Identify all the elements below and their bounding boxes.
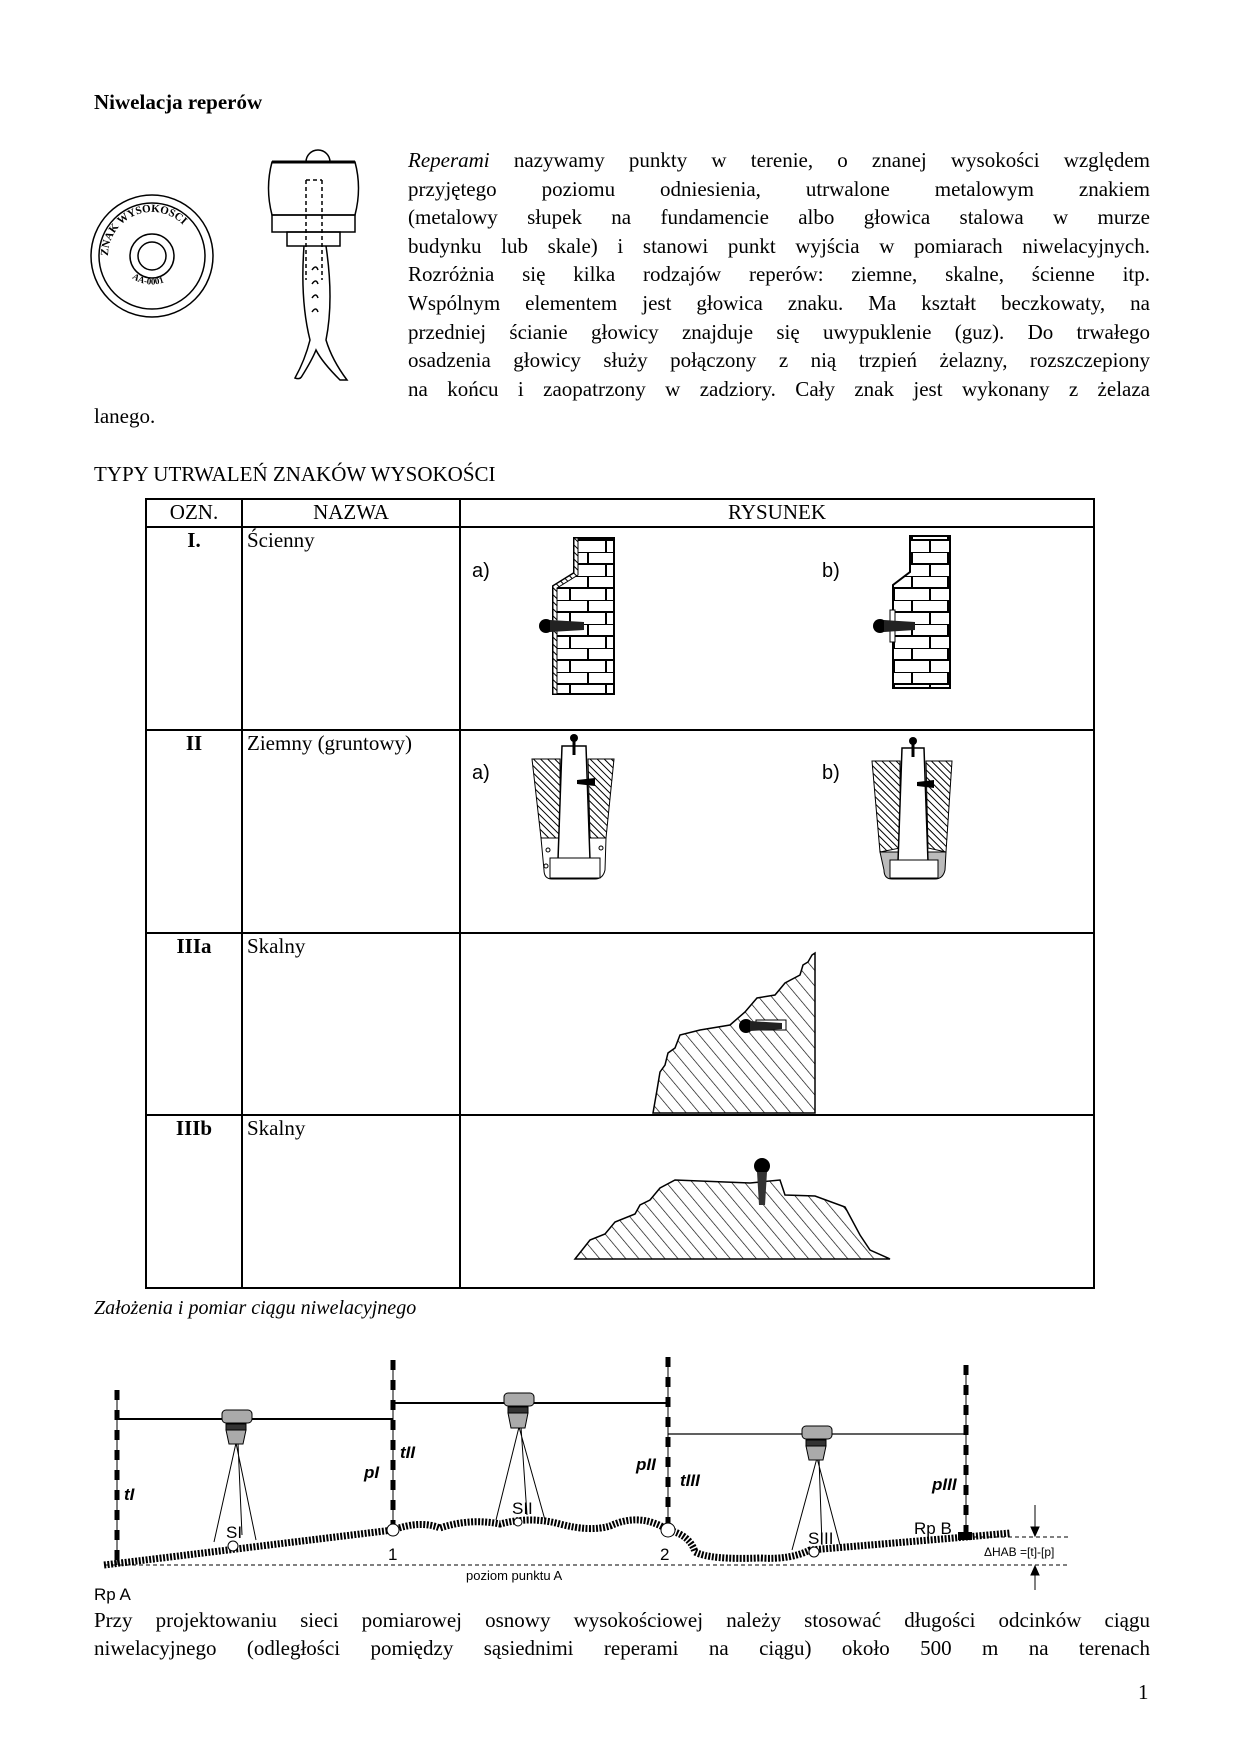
table-row (146, 933, 1094, 1115)
point-label: 1 (388, 1545, 398, 1564)
staff-reading-label: pIII (932, 1475, 957, 1494)
intro-line: przyjętego poziomu odniesienia, utrwalone metalowym znakiem (408, 176, 1150, 201)
header-rysunek: RYSUNEK (460, 499, 1094, 527)
ground-benchmark-b-drawing (868, 732, 960, 884)
stamp-text: ZNAK WYSOKOŚCI (98, 202, 190, 257)
cell-ozn: IIIb (146, 1115, 242, 1288)
stamp-code: AA-0001 (130, 271, 165, 287)
station-label: SIII (808, 1529, 834, 1548)
staff-reading-label: tIII (680, 1471, 700, 1490)
benchmark-label: Rp B (914, 1519, 952, 1538)
intro-line: przedniej ścianie głowicy znajduje się uwypuklenie (guz). Do trwałego (408, 319, 1150, 344)
variant-label-a: a) (472, 762, 490, 784)
cell-nazwa: Skalny (242, 933, 460, 1115)
intro-line: osadzenia głowicy służy połączony z nią trzpień żelazny, rozszczepiony (408, 348, 1150, 373)
station-label: SII (512, 1499, 533, 1518)
cell-ozn: I. (146, 527, 242, 730)
staff-reading-label: pI (364, 1463, 380, 1482)
svg-text:AA-0001 (131, 271, 166, 286)
table-title: TYPY UTRWALEŃ ZNAKÓW WYSOKOŚCI (94, 462, 496, 486)
intro-line: na końcu i zaopatrzony w zadziory. Cały znak jest wykonany z żelaza (408, 376, 1150, 401)
intro-line (408, 146, 1150, 175)
staff-reading-label: tI (124, 1485, 135, 1504)
wall-benchmark-a-drawing (535, 535, 620, 700)
height-mark-stamp-icon (88, 192, 216, 320)
rock-benchmark-wall-drawing (640, 948, 820, 1116)
cell-ozn: IIIa (146, 933, 242, 1115)
intro-paragraph (408, 146, 1150, 403)
svg-text:ZNAK WYSOKOŚCI (99, 203, 189, 256)
table-header-row (146, 499, 1094, 527)
intro-line: (metalowy słupek na fundamencie albo głowica stalowa w murze (408, 205, 1150, 230)
cell-nazwa: Ziemny (gruntowy) (242, 730, 460, 933)
height-difference-formula: ΔHAB =[t]-[p] (984, 1545, 1055, 1559)
rock-benchmark-top-drawing (570, 1155, 895, 1263)
page-number: 1 (1138, 1680, 1149, 1704)
body-line: Przy projektowaniu sieci pomiarowej osnowy wysokościowej należy stosować długości odcinków ciągu (94, 1608, 1150, 1632)
intro-continuation: lanego. (94, 404, 156, 428)
ground-benchmark-a-drawing (528, 732, 620, 884)
station-label: SI (226, 1523, 243, 1542)
term-italic: Reperami (408, 148, 490, 172)
wall-benchmark-b-drawing (870, 533, 955, 693)
body-line: niwelacyjnego (odległości pomiędzy sąsiednimi reperami na ciągu) około 500 m na terenach (94, 1636, 1150, 1660)
cell-nazwa: Skalny (242, 1115, 460, 1288)
cell-ozn: II (146, 730, 242, 933)
variant-label-a: a) (472, 560, 490, 582)
intro-line-text: nazywamy punkty w terenie, o znanej wysokości względem (513, 148, 1150, 172)
staff-reading-label: pII (636, 1455, 656, 1474)
level-label: poziom punktu A (466, 1568, 563, 1583)
variant-label-b: b) (822, 762, 840, 784)
header-nazwa: NAZWA (242, 499, 460, 527)
levelling-staffs (117, 1357, 966, 1565)
cell-nazwa: Ścienny (242, 527, 460, 730)
body-paragraph (94, 1606, 1150, 1662)
intro-line: Wspólnym elementem jest głowica znaku. Ma kształt beczkowaty, na (408, 290, 1150, 315)
levelling-line-diagram (90, 1350, 1090, 1605)
header-ozn: OZN. (146, 499, 242, 527)
point-label: 2 (660, 1545, 670, 1564)
staff-reading-label: tII (400, 1443, 416, 1462)
benchmark-head-drawing (260, 145, 370, 385)
variant-label-b: b) (822, 560, 840, 582)
intro-line: budynku lub skale) i stanowi punkt wyjścia w pomiarach niwelacyjnych. (408, 233, 1150, 258)
section-caption: Założenia i pomiar ciągu niwelacyjnego (94, 1297, 417, 1319)
benchmark-label: Rp A (94, 1585, 131, 1604)
intro-line: Rozróżnia się kilka rodzajów reperów: ziemne, skalne, ścienne itp. (408, 262, 1150, 287)
section-heading: Niwelacja reperów (94, 90, 263, 114)
